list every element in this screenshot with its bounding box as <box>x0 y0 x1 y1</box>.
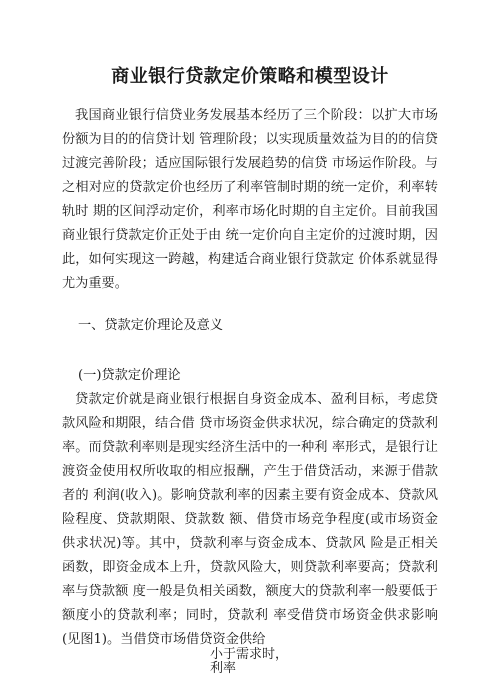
cut-off-text-line: 小于需求时，利率 <box>210 647 289 676</box>
intro-paragraph: 我国商业银行信贷业务发展基本经历了三个阶段：以扩大市场份额为目的的信贷计划 管理阶段；以实现质量效益为目的的信贷过渡完善阶段；适应国际银行发展趋势的信贷 市场运作阶段。与之相对应的贷款定价也经历了利率管制时期的统一定价，利率转轨时 期的区间浮动定价，利率市场化时期的自主定价。目前我国商业银行贷款定价正处于由 统一定价向自主定价的过渡时期，因此，如何实现这一跨越，构建适合商业银行贷款定 价体系就显得尤为重要。 <box>62 108 438 291</box>
subsection-heading: (一)贷款定价理论 <box>78 368 181 383</box>
body-paragraph: 贷款定价就是商业银行根据自身资金成本、盈利目标，考虑贷款风险和期限，结合借 贷市场资金供求状况，综合确定的贷款利率。而贷款利率则是现实经济生活中的一种利 率形式，是银行让渡资金使用权所收取的相应报酬，产生于借贷活动，来源于借款者的 利润(收入)。影响贷款利率的因素主要有资金成本、贷款风险程度、贷款期限、贷款数 额、借贷市场竞争程度(或市场资金供求状况)等。其中，贷款利率与资金成本、贷款风 险是正相关函数，即资金成本上升，贷款风险大，则贷款利率要高；贷款利率与贷款额 度一般是负相关函数，额度大的贷款利率一般要低于额度小的贷款利率；同时，贷款利 率受借贷市场资金供求影响(见图1)。当借贷市场借贷资金供给 <box>62 392 438 647</box>
section-heading: 一、贷款定价理论及意义 <box>78 318 224 333</box>
document-title: 商业银行贷款定价策略和模型设计 <box>111 66 389 87</box>
